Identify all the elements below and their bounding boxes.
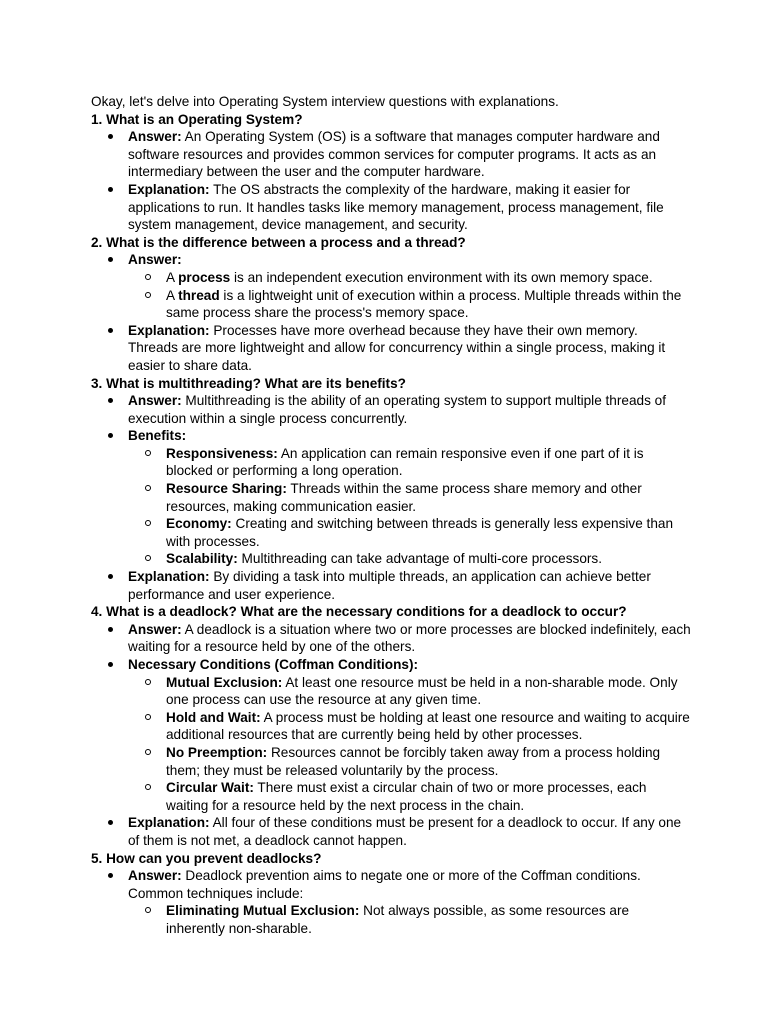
q1-explanation [91,181,691,234]
benefit-item: Economy: Creating and switching between threads is generally less expensive than with processes. [128,515,691,550]
question-1-list [91,128,691,234]
intro-text: Okay, let's delve into Operating System interview questions with explanations. [91,94,559,109]
explanation-label: Explanation: [128,815,210,831]
q4-answer [91,621,691,656]
document-page [91,93,691,938]
q5-techniques-sublist [128,902,691,937]
condition-item: Mutual Exclusion: At least one resource must be held in a non-sharable mode. Only one process can use the resource at any given time. [128,674,691,709]
explanation-text: All four of these conditions must be present for a deadlock to occur. If any one of them is not met, a deadlock cannot happen. [128,815,682,848]
explanation-text: The OS abstracts the complexity of the hardware, making it easier for applications to run. It handles tasks like memory management, process management, file system management, device management, and security. [128,181,664,233]
question-5-heading: 5. How can you prevent deadlocks? [91,850,322,866]
answer-text: Multithreading is the ability of an operating system to support multiple threads of execution within a single process concurrently. [128,393,666,426]
condition-item: No Preemption: Resources cannot be forcibly taken away from a process holding them; they must be released voluntarily by the process. [128,744,691,779]
process-term: process [178,269,231,285]
question-4-heading: 4. What is a deadlock? What are the necessary conditions for a deadlock to occur? [91,604,627,620]
q4-explanation [91,814,691,849]
condition-item: Hold and Wait: A process must be holding at least one resource and waiting to acquire additional resources that are currently being held by other processes. [128,709,691,744]
answer-label: Answer: [128,393,182,409]
question-2-heading: 2. What is the difference between a process and a thread? [91,234,466,250]
answer-label: Answer: [128,252,182,268]
q3-benefits-sublist [128,445,691,568]
q2-process-item: A process is an independent execution environment with its own memory space. [128,269,691,287]
answer-text: Deadlock prevention aims to negate one or more of the Coffman conditions. Common techniques include: [128,868,641,901]
conditions-label: Necessary Conditions (Coffman Conditions): [128,657,419,672]
thread-term: thread [178,287,220,303]
q2-thread-item: A thread is a lightweight unit of execution within a process. Multiple threads within the same process share the process's memory space. [128,287,691,322]
question-3-list [91,392,691,603]
q4-conditions [91,656,691,814]
q2-answer-sublist [128,269,691,322]
question-2-list [91,251,691,374]
explanation-text: Processes have more overhead because they have their own memory. Threads are more lightweight and allow for concurrency within a single process, making it easier to share data. [128,322,666,373]
explanation-label: Explanation: [128,181,210,197]
q5-answer [91,867,691,937]
benefits-label: Benefits: [128,428,187,444]
q4-conditions-sublist [128,674,691,815]
explanation-text: By dividing a task into multiple threads, an application can achieve better performance and user experience. [128,569,651,602]
benefit-item: Resource Sharing: Threads within the same process share memory and other resources, making communication easier. [128,480,691,515]
q1-answer [91,128,691,181]
question-3-heading: 3. What is multithreading? What are its benefits? [91,375,406,391]
q2-explanation [91,322,691,375]
answer-label: Answer: [128,129,182,145]
question-4-list [91,621,691,850]
q3-benefits [91,427,691,568]
q3-answer [91,392,691,427]
q2-answer [91,251,691,321]
answer-label: Answer: [128,868,182,884]
answer-text: A deadlock is a situation where two or more processes are blocked indefinitely, each waiting for a resource held by one of the others. [128,621,691,655]
answer-label: Answer: [128,621,182,637]
benefit-item: Responsiveness: An application can remain responsive even if one part of it is blocked or performing a long operation. [128,445,691,480]
q3-explanation [91,568,691,603]
technique-item: Eliminating Mutual Exclusion: Not always possible, as some resources are inherently non-sharable. [128,902,691,937]
condition-item: Circular Wait: There must exist a circular chain of two or more processes, each waiting for a resource held by the next process in the chain. [128,779,691,814]
explanation-label: Explanation: [128,569,210,585]
answer-text: An Operating System (OS) is a software that manages computer hardware and software resources and provides common services for computer programs. It acts as an intermediary between the user and the computer hardware. [128,129,660,180]
explanation-label: Explanation: [128,322,210,338]
question-5-list [91,867,691,937]
question-1-heading: 1. What is an Operating System? [91,111,303,127]
benefit-item: Scalability: Multithreading can take advantage of multi-core processors. [128,550,691,568]
